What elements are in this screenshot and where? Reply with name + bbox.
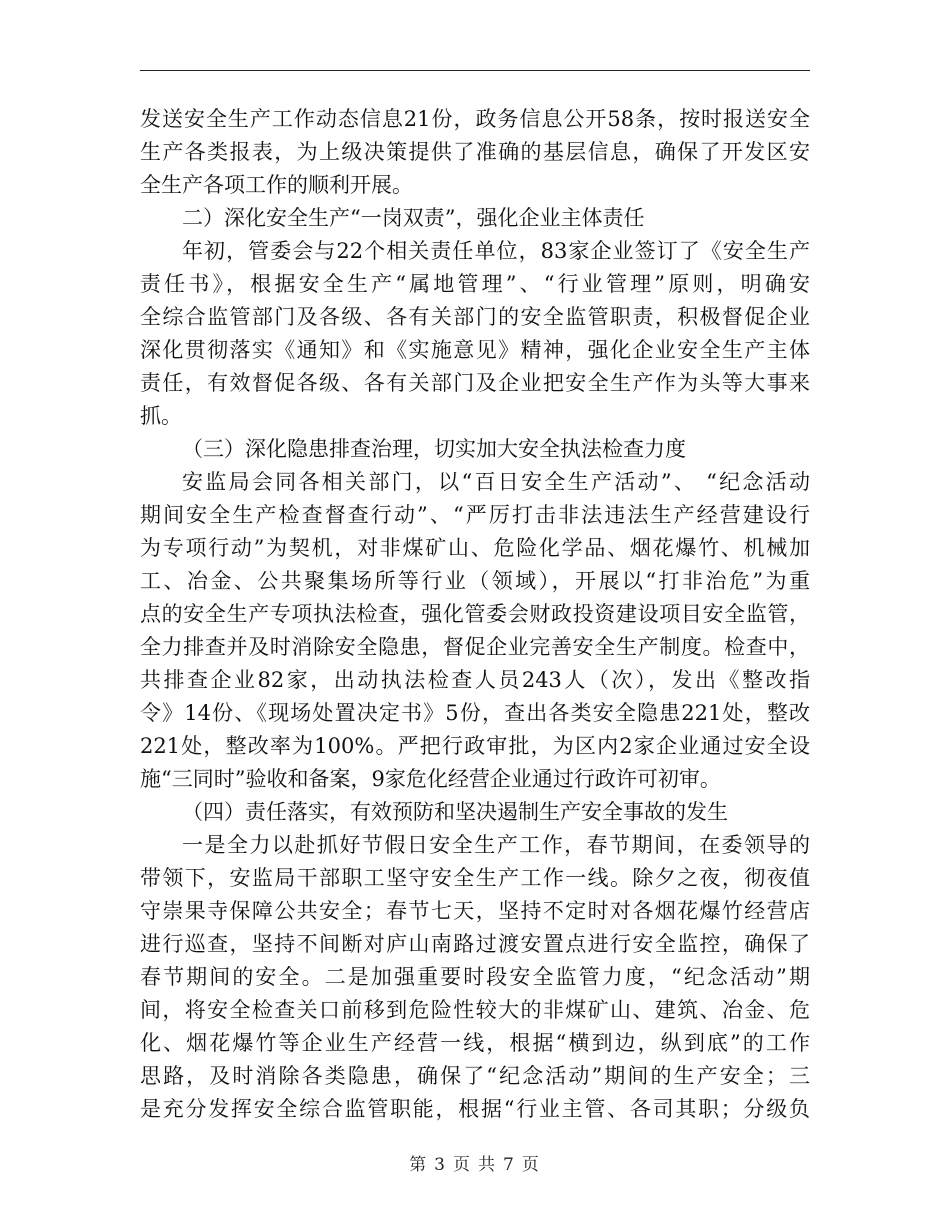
page-footer (0, 1150, 950, 1175)
body-line: 令》14份、《现场处置决定书》5份，查出各类安全隐患221处，整改 (140, 701, 810, 725)
body-line: 带领下，安监局干部职工坚守安全生产工作一线。除夕之夜，彻夜值 (140, 866, 810, 890)
body-line: 责任，有效督促各级、各有关部门及企业把安全生产作为头等大事来 (140, 371, 810, 395)
body-line: 思路，及时消除各类隐患，确保了“纪念活动”期间的生产安全；三 (140, 1064, 810, 1088)
body-line: 施“三同时”验收和备案，9家危化经营企业通过行政许可初审。 (140, 767, 721, 791)
body-line: 间，将安全检查关口前移到危险性较大的非煤矿山、建筑、冶金、危 (140, 998, 810, 1022)
footer-total-pages: 7 (503, 1155, 516, 1175)
body-line: 春节期间的安全。二是加强重要时段安全监管力度，“纪念活动”期 (140, 965, 810, 989)
body-line: 期间安全生产检查督查行动”、“严厉打击非法违法生产经营建设行 (140, 503, 810, 527)
body-line: 抓。 (140, 404, 182, 428)
section-heading: （三）深化隐患排查治理，切实加大安全执法检查力度 (182, 437, 686, 461)
body-line: 安监局会同各相关部门，以“百日安全生产活动”、 “纪念活动 (182, 470, 810, 494)
body-line: 是充分发挥安全综合监管职能，根据“行业主管、各司其职；分级负 (140, 1097, 810, 1121)
body-line: 一是全力以赴抓好节假日安全生产工作，春节期间，在委领导的 (182, 833, 810, 857)
body-line: 共排查企业82家，出动执法检查人员243人（次），发出《整改指 (140, 668, 810, 692)
body-line: 年初，管委会与22个相关责任单位，83家企业签订了《安全生产 (182, 239, 810, 263)
body-line: 守崇果寺保障公共安全；春节七天，坚持不定时对各烟花爆竹经营店 (140, 899, 810, 923)
body-line: 全力排查并及时消除安全隐患，督促企业完善安全生产制度。检查中， (140, 635, 810, 659)
body-line: 为专项行动”为契机，对非煤矿山、危险化学品、烟花爆竹、机械加 (140, 536, 810, 560)
body-line: 点的安全生产专项执法检查，强化管委会财政投资建设项目安全监管， (140, 602, 810, 626)
footer-total-label: 共 (478, 1155, 497, 1175)
footer-page-number: 3 (434, 1155, 447, 1175)
section-heading: （四）责任落实，有效预防和坚决遏制生产安全事故的发生 (182, 800, 728, 824)
body-line: 发送安全生产工作动态信息21份，政务信息公开58条，按时报送安全 (140, 107, 810, 131)
footer-suffix: 页 (521, 1155, 541, 1175)
body-line: 工、冶金、公共聚集场所等行业（领域），开展以“打非治危”为重 (140, 569, 810, 593)
footer-prefix: 第 (409, 1155, 429, 1175)
document-body (140, 103, 810, 1126)
body-line: 生产各类报表，为上级决策提供了准确的基层信息，确保了开发区安 (140, 140, 810, 164)
body-line: 全综合监管部门及各级、各有关部门的安全监管职责，积极督促企业 (140, 305, 810, 329)
section-heading: 二）深化安全生产“一岗双责”，强化企业主体责任 (182, 206, 645, 230)
body-line: 全生产各项工作的顺利开展。 (140, 173, 413, 197)
body-line: 进行巡查，坚持不间断对庐山南路过渡安置点进行安全监控，确保了 (140, 932, 810, 956)
body-line: 责任书》，根据安全生产“属地管理”、“行业管理”原则，明确安 (140, 272, 810, 296)
body-line: 221处，整改率为100%。严把行政审批，为区内2家企业通过安全设 (140, 734, 810, 758)
footer-page-word: 页 (453, 1155, 472, 1175)
header-rule (140, 70, 810, 71)
body-line: 深化贯彻落实《通知》和《实施意见》精神，强化企业安全生产主体 (140, 338, 810, 362)
body-line: 化、烟花爆竹等企业生产经营一线，根据“横到边，纵到底”的工作 (140, 1031, 810, 1055)
